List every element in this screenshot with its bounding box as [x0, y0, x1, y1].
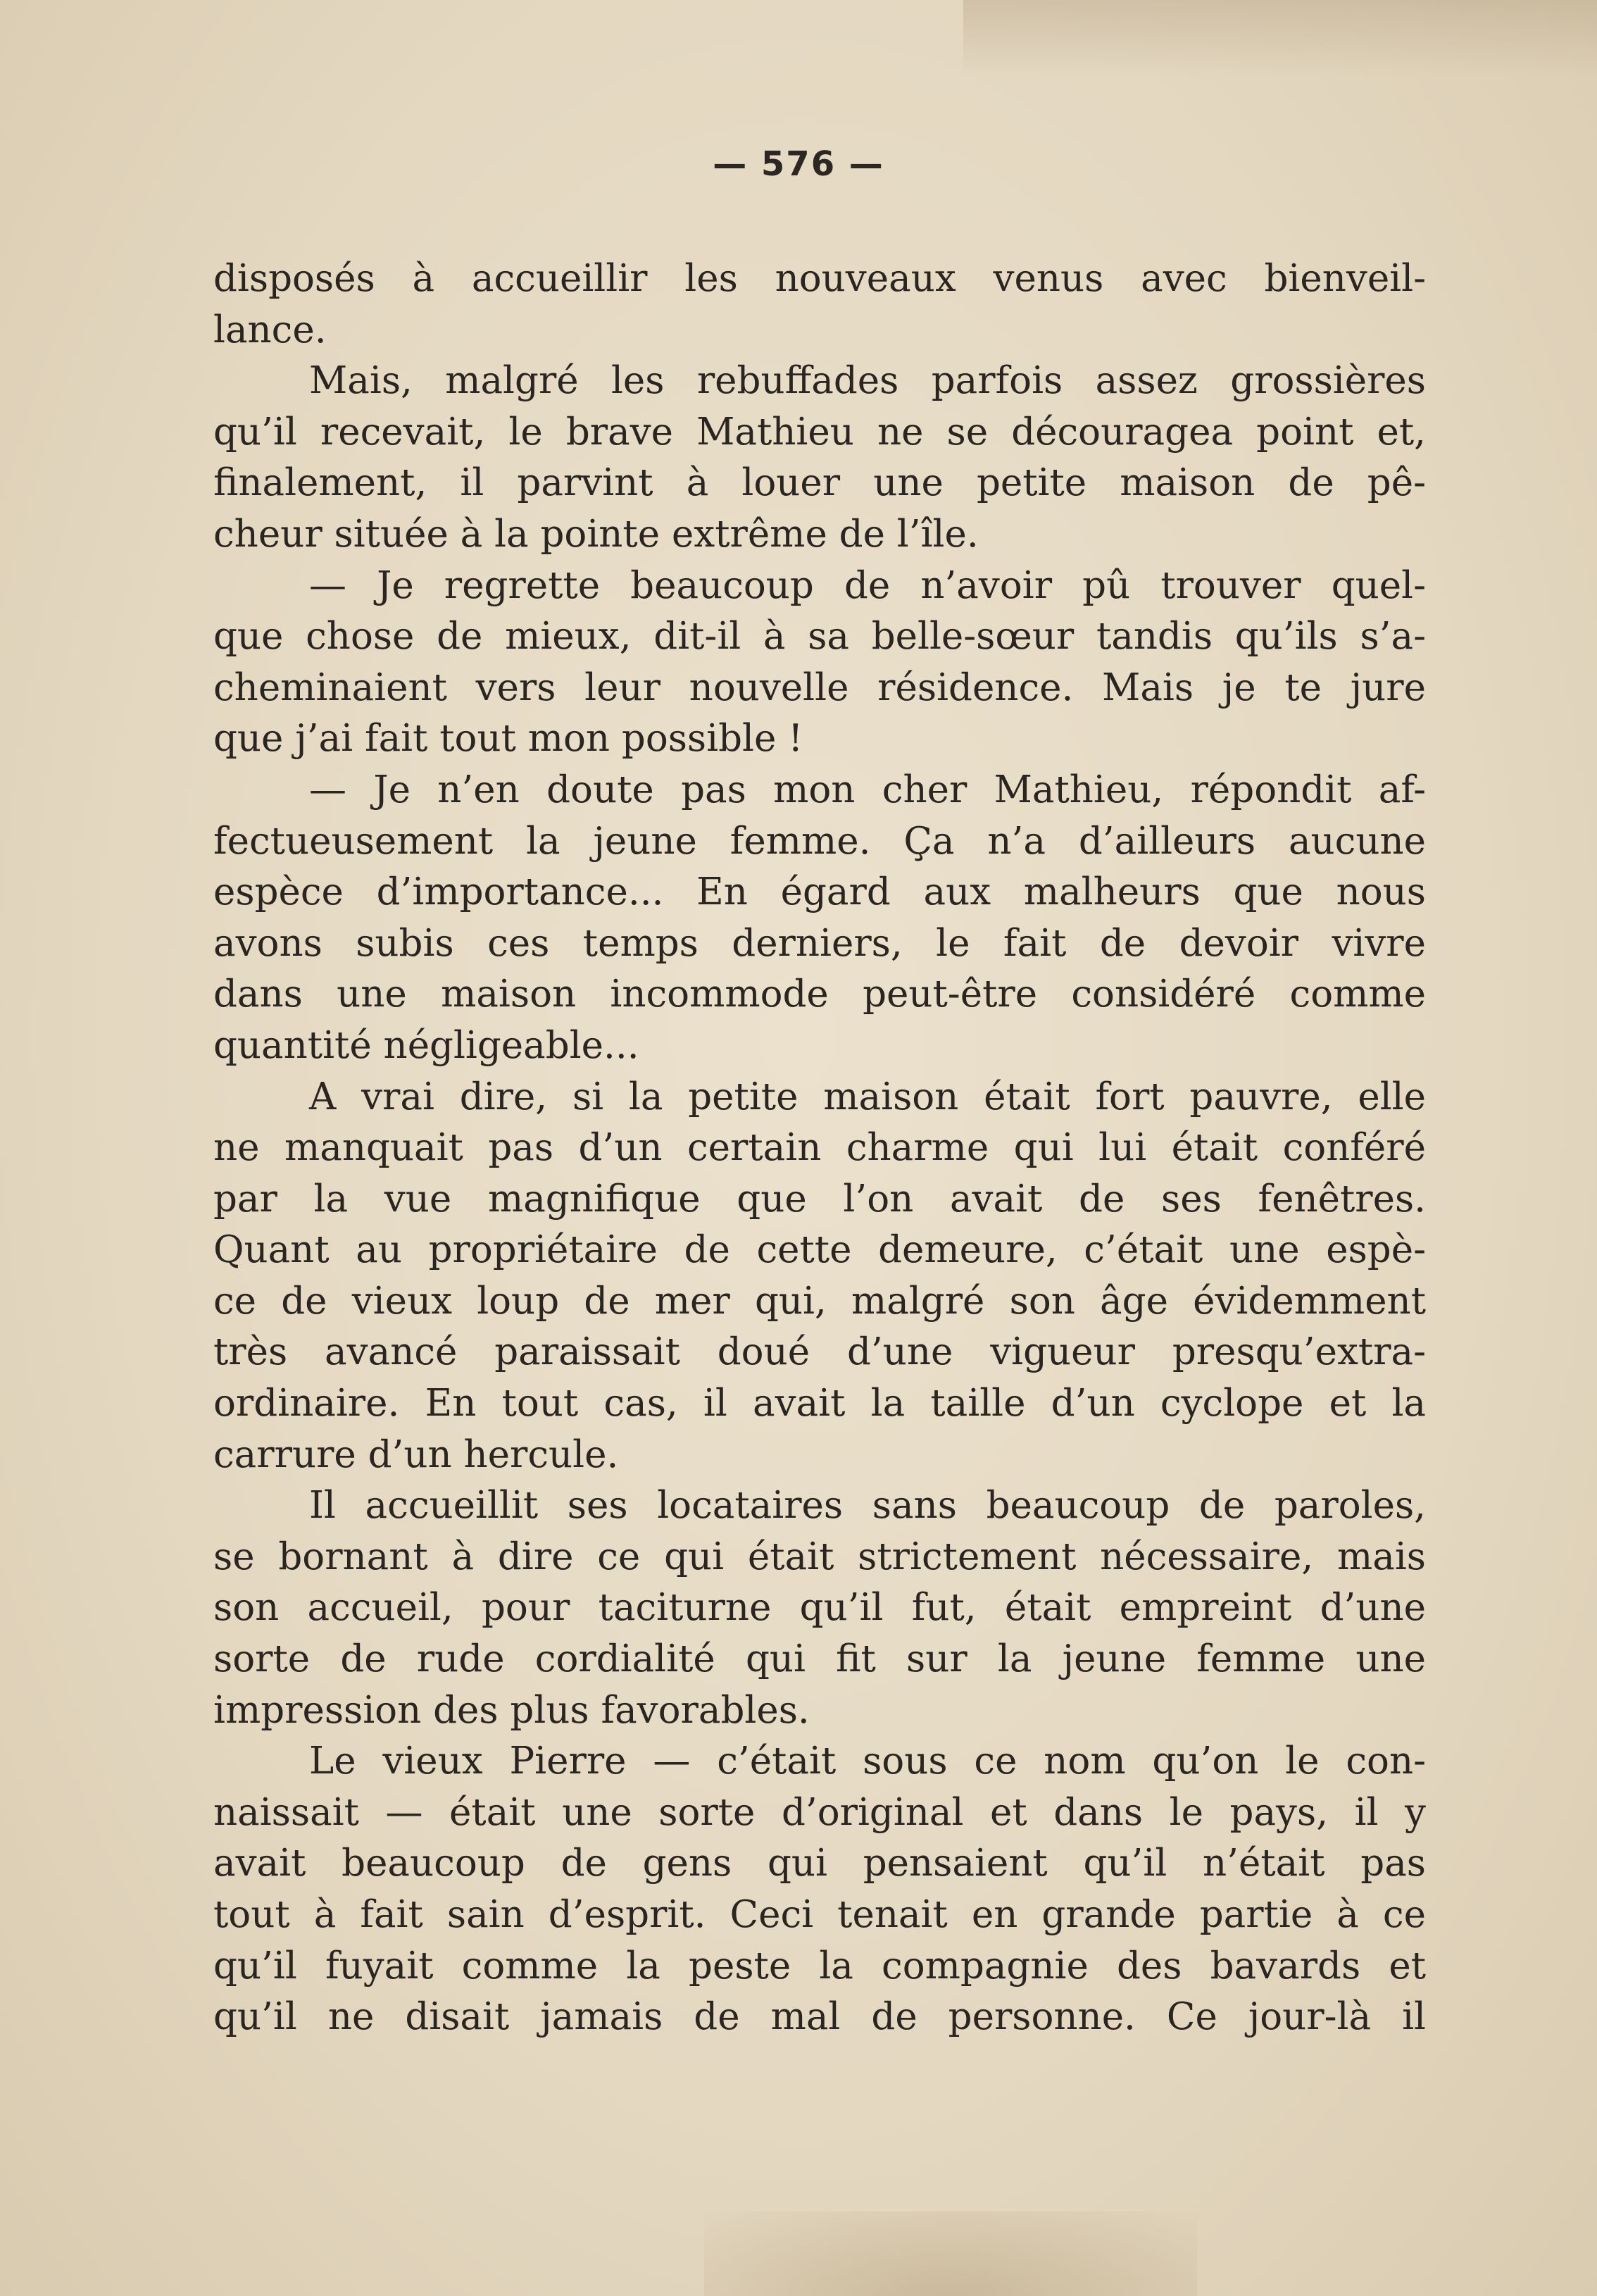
text-line: espèce d’importance... En égard aux malheurs que nous	[213, 871, 1426, 914]
text-line: carrure d’un hercule.	[213, 1433, 619, 1476]
text-line: A vrai dire, si la petite maison était fort pauvre, elle	[309, 1075, 1426, 1118]
text-line: tout à fait sain d’esprit. Ceci tenait en grande partie à ce	[213, 1893, 1426, 1936]
paper-stain-bottom	[704, 2211, 1197, 2296]
text-line: qu’il recevait, le brave Mathieu ne se découragea point et,	[213, 410, 1426, 454]
text-line: se bornant à dire ce qui était strictement nécessaire, mais	[213, 1535, 1426, 1578]
text-line: ce de vieux loup de mer qui, malgré son âge évidemment	[213, 1279, 1426, 1323]
text-line: ordinaire. En tout cas, il avait la taille d’un cyclope et la	[213, 1382, 1426, 1425]
text-line: que chose de mieux, dit-il à sa belle-sœur tandis qu’ils s’a-	[213, 615, 1426, 659]
text-line: Il accueillit ses locataires sans beaucoup de paroles,	[309, 1484, 1426, 1528]
text-line: que j’ai fait tout mon possible !	[213, 717, 803, 761]
text-line: — Je regrette beaucoup de n’avoir pû trouver quel-	[309, 563, 1426, 607]
body-text	[213, 254, 1426, 2043]
text-line: avait beaucoup de gens qui pensaient qu’il n’était pas	[213, 1842, 1426, 1885]
text-line: son accueil, pour taciturne qu’il fut, était empreint d’une	[213, 1586, 1426, 1630]
text-line: dans une maison incommode peut-être considéré comme	[213, 973, 1426, 1016]
page-number: — 576 —	[713, 144, 884, 184]
text-line: naissait — était une sorte d’original et dans le pays, il y	[213, 1790, 1426, 1834]
text-line: Mais, malgré les rebuffades parfois assez grossières	[309, 359, 1426, 403]
text-line: finalement, il parvint à louer une petite maison de pê-	[213, 461, 1426, 505]
text-line: quantité négligeable...	[213, 1023, 639, 1067]
text-line: disposés à accueillir les nouveaux venus avec bienveil-	[213, 257, 1426, 300]
text-line: lance.	[213, 308, 327, 351]
text-line: Quant au propriétaire de cette demeure, c’était une espè-	[213, 1228, 1426, 1272]
paper-stain-top	[963, 0, 1597, 77]
text-line: cheur située à la pointe extrême de l’île.	[213, 512, 979, 556]
text-line: qu’il ne disait jamais de mal de personne. Ce jour-là il	[213, 1995, 1426, 2039]
text-line: — Je n’en doute pas mon cher Mathieu, répondit af-	[309, 768, 1426, 811]
text-line: ne manquait pas d’un certain charme qui lui était conféré	[213, 1126, 1426, 1170]
text-line: par la vue magnifique que l’on avait de ses fenêtres.	[213, 1177, 1426, 1221]
text-line: très avancé paraissait doué d’une vigueur presqu’extra-	[213, 1330, 1426, 1374]
text-line: cheminaient vers leur nouvelle résidence. Mais je te jure	[213, 666, 1426, 709]
text-line: sorte de rude cordialité qui fit sur la jeune femme une	[213, 1637, 1426, 1681]
text-line: impression des plus favorables.	[213, 1688, 810, 1732]
text-line: fectueusement la jeune femme. Ça n’a d’ailleurs aucune	[213, 819, 1426, 863]
text-line: qu’il fuyait comme la peste la compagnie des bavards et	[213, 1944, 1426, 1988]
text-line: avons subis ces temps derniers, le fait de devoir vivre	[213, 921, 1426, 965]
text-line: Le vieux Pierre — c’était sous ce nom qu’on le con-	[309, 1740, 1426, 1783]
